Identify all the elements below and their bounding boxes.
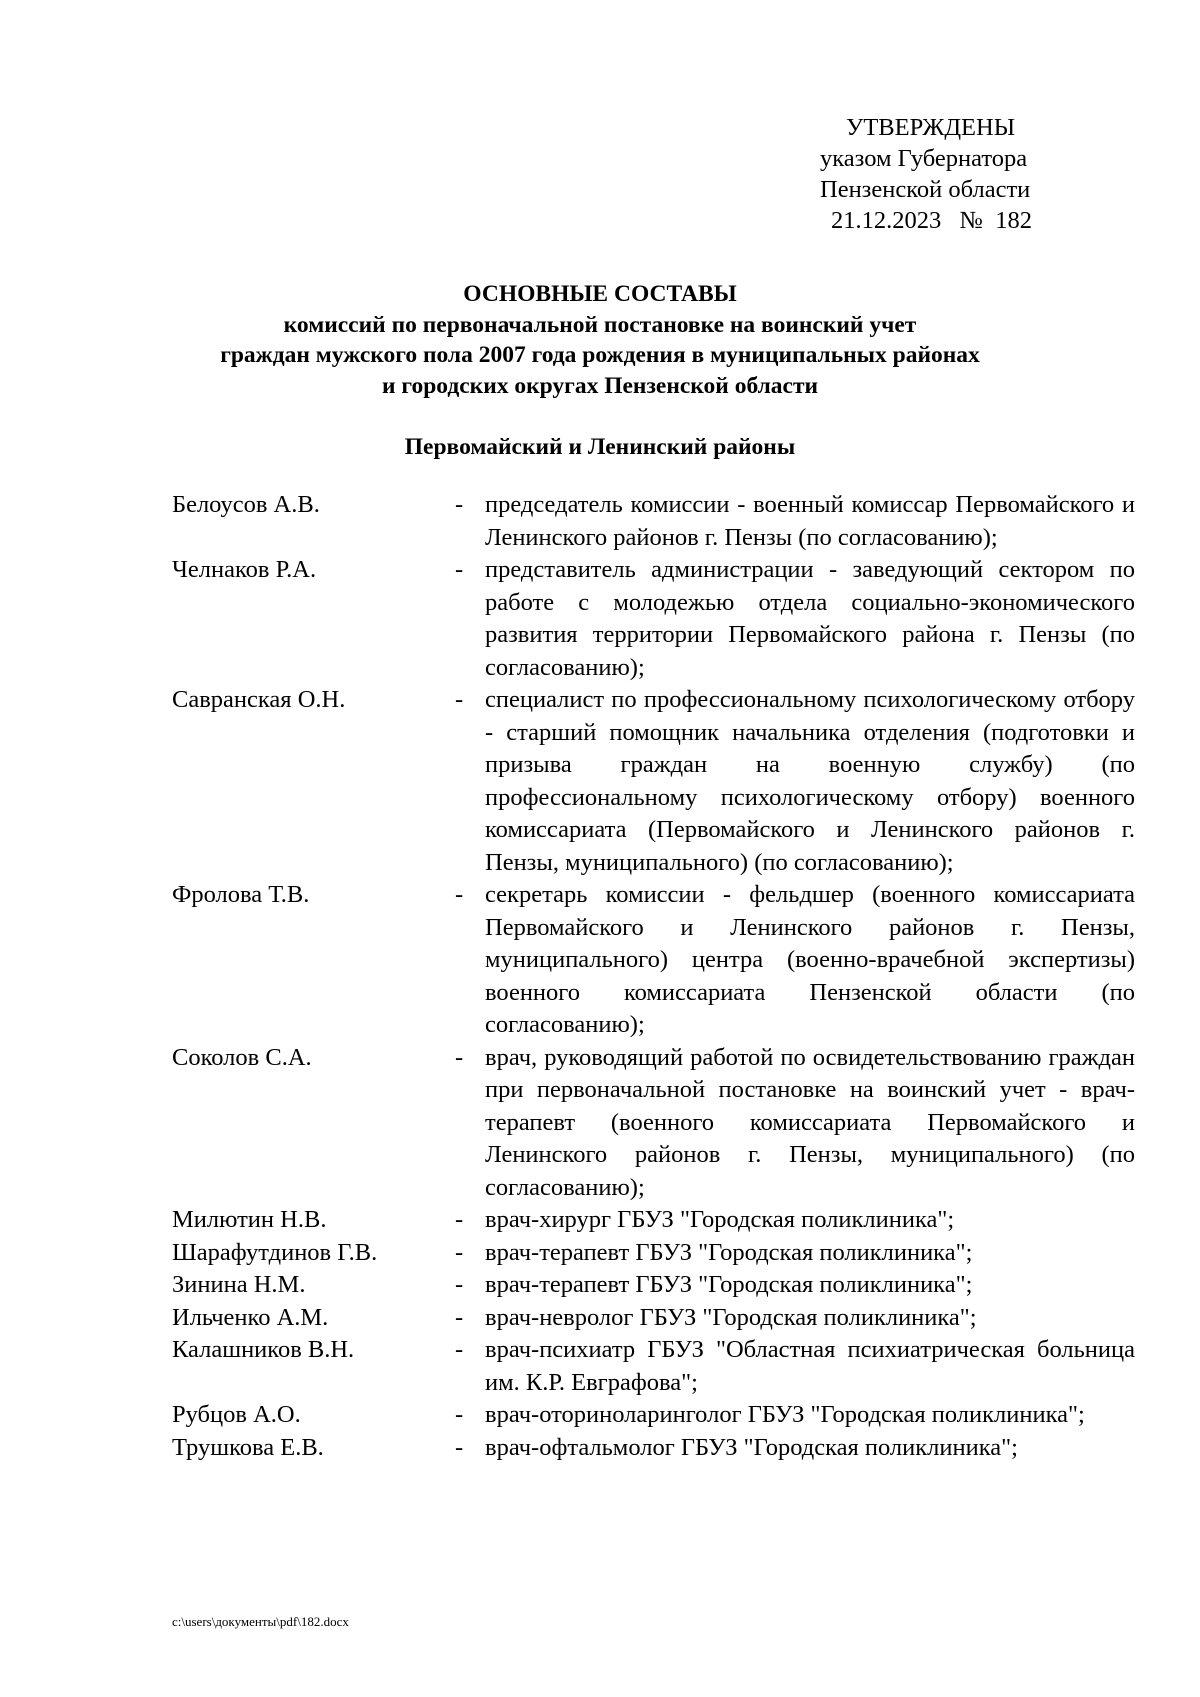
member-name: Калашников В.Н. xyxy=(172,1336,355,1363)
member-row xyxy=(172,1432,1135,1465)
member-row xyxy=(172,1042,1135,1205)
member-dash: - xyxy=(455,1043,464,1071)
title-line-3: граждан мужского пола 2007 года рождения в муниципальных районах xyxy=(220,342,980,368)
member-role: врач-терапевт ГБУЗ "Городская поликлиника"; xyxy=(485,1271,973,1298)
member-row xyxy=(172,1302,1135,1335)
member-role: врач-хирург ГБУЗ "Городская поликлиника"; xyxy=(485,1206,955,1233)
members-list xyxy=(172,489,1135,1464)
member-row xyxy=(172,1204,1135,1237)
member-role: специалист по профессиональному психологическому отбору - старший помощник начальника отделения (подготовки и призыва граждан на военную службу) (по профессиональному психологическому отбору) военного комиссариата (Первомайского и Ленинского районов г. Пензы, муниципального) (по согласованию); xyxy=(485,686,1135,876)
document-title xyxy=(150,279,1050,401)
member-name: Соколов С.А. xyxy=(172,1043,312,1071)
member-name: Милютин Н.В. xyxy=(172,1206,327,1233)
approval-stamp xyxy=(800,112,1100,236)
member-dash: - xyxy=(455,491,464,518)
approval-date-number: 21.12.2023 № 182 xyxy=(831,207,1033,234)
member-row xyxy=(172,489,1135,554)
member-row xyxy=(172,1269,1135,1302)
member-name: Савранская О.Н. xyxy=(172,686,346,713)
title-line-1: ОСНОВНЫЕ СОСТАВЫ xyxy=(463,281,737,307)
member-dash: - xyxy=(455,1336,464,1363)
member-row xyxy=(172,879,1135,1042)
member-row xyxy=(172,684,1135,879)
member-role: врач, руководящий работой по освидетельствованию граждан при первоначальной постановке на воинский учет - врач-терапевт (военного комиссариата Первомайского и Ленинского районов г. Пензы, муниципального) (по согласованию); xyxy=(485,1043,1135,1201)
member-dash: - xyxy=(455,1303,464,1331)
member-row xyxy=(172,1334,1135,1399)
member-name: Ильченко А.М. xyxy=(172,1303,329,1331)
member-name: Фролова Т.В. xyxy=(172,881,310,908)
member-name: Шарафутдинов Г.В. xyxy=(172,1238,378,1266)
file-path-footer: c:\users\документы\pdf\182.docx xyxy=(172,1614,349,1629)
member-role: врач-терапевт ГБУЗ "Городская поликлиника"; xyxy=(485,1238,973,1266)
member-role: врач-невролог ГБУЗ "Городская поликлиника"; xyxy=(485,1303,977,1331)
member-role: представитель администрации - заведующий сектором по работе с молодежью отдела социально-экономического развития территории Первомайского района г. Пензы (по согласованию); xyxy=(485,556,1135,681)
member-dash: - xyxy=(455,1433,464,1461)
member-dash: - xyxy=(455,881,464,908)
member-row xyxy=(172,554,1135,684)
member-dash: - xyxy=(455,1238,464,1266)
member-dash: - xyxy=(455,556,464,583)
title-line-4: и городских округах Пензенской области xyxy=(381,372,819,399)
member-name: Зинина Н.М. xyxy=(172,1271,306,1298)
member-role: врач-оториноларинголог ГБУЗ "Городская поликлиника"; xyxy=(485,1401,1085,1428)
approval-heading: УТВЕРЖДЕНЫ xyxy=(846,114,1016,141)
member-name: Рубцов А.О. xyxy=(172,1401,301,1428)
member-row xyxy=(172,1237,1135,1270)
member-name: Челнаков Р.А. xyxy=(172,556,317,583)
member-role: врач-психиатр ГБУЗ "Областная психиатрическая больница им. К.Р. Евграфова"; xyxy=(485,1336,1135,1396)
member-name: Трушкова Е.В. xyxy=(172,1433,324,1461)
member-dash: - xyxy=(455,1401,464,1428)
member-role: секретарь комиссии - фельдшер (военного комиссариата Первомайского и Ленинского районов г. Пензы, муниципального) центра (военно-врачебной экспертизы) военного комиссариата Пензенской области (по согласованию); xyxy=(485,881,1135,1038)
approval-region: Пензенской области xyxy=(820,176,1031,203)
member-role: врач-офтальмолог ГБУЗ "Городская поликлиника"; xyxy=(485,1433,1018,1461)
member-dash: - xyxy=(455,1206,464,1233)
title-line-2: комиссий по первоначальной постановке на воинский учет xyxy=(283,311,917,338)
member-name: Белоусов А.В. xyxy=(172,491,320,518)
member-dash: - xyxy=(455,1271,464,1298)
approval-decree: указом Губернатора xyxy=(820,145,1028,172)
member-role: председатель комиссии - военный комиссар Первомайского и Ленинского районов г. Пензы (по согласованию); xyxy=(485,491,1135,551)
member-dash: - xyxy=(455,686,464,713)
section-title: Первомайский и Ленинский районы xyxy=(404,434,796,460)
member-row xyxy=(172,1399,1135,1432)
